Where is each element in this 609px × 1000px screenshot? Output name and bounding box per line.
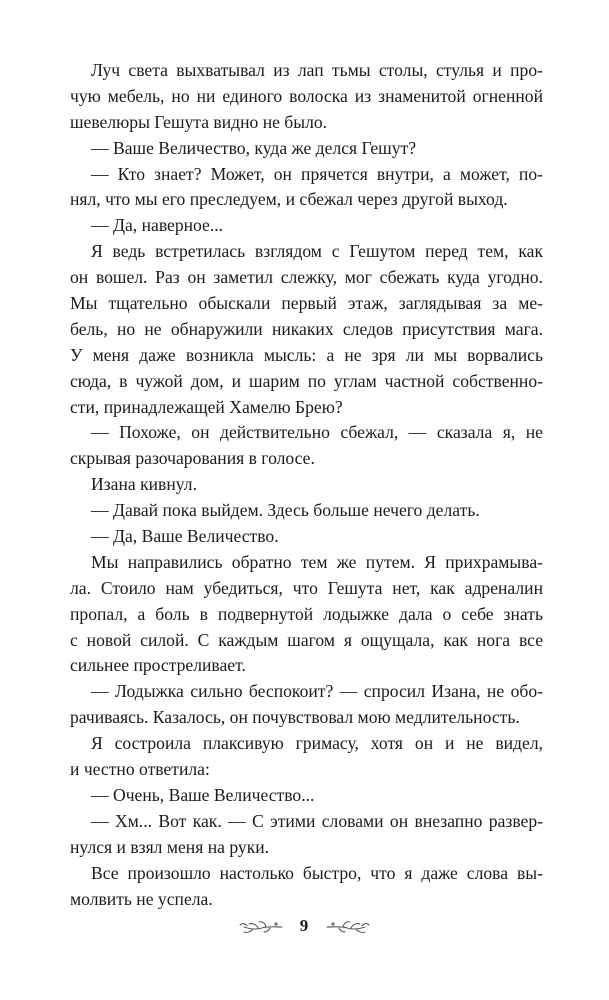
text-line: рачиваясь. Казалось, он почувствовал мою медлительность. (70, 707, 520, 728)
text-line: — Похоже, он действительно сбежал, — сказала я, не (91, 422, 543, 443)
text-line: скрывая разочарования в голосе. (70, 448, 315, 469)
text-line: Изана кивнул. (91, 474, 197, 495)
text-line: Мы направились обратно тем же путем. Я прихрамыва- (91, 551, 543, 572)
text-line: нулся и взял меня на руки. (70, 836, 270, 857)
text-line: — Да, Ваше Величество. (91, 526, 279, 547)
text-line: сильнее простреливает. (70, 655, 246, 676)
text-line: Все произошло настолько быстро, что я даже слова вы- (91, 862, 543, 883)
text-line: — Лодыжка сильно беспокоит? — спросил Изана, не обо- (91, 681, 543, 702)
text-line: он вошел. Раз он заметил слежку, мог сбежать куда угодно. (70, 267, 543, 288)
text-line: сти, принадлежащей Хамелю Брею? (70, 396, 343, 417)
text-line: Луч света выхватывал из лап тьмы столы, стулья и про- (91, 60, 543, 80)
text-line: бель, но не обнаружили никаких следов присутствия мага. (70, 318, 543, 339)
text-line: Я состроила плаксивую гримасу, хотя он и не видел, (91, 733, 543, 754)
text-line: сюда, в чужой дом, и шарим по углам частной собственно- (70, 370, 543, 391)
page-number: 9 (299, 916, 309, 935)
floral-ornament-icon (238, 917, 284, 935)
page-footer (0, 914, 609, 938)
text-line: — Очень, Ваше Величество... (91, 784, 315, 805)
text-line: — Давай пока выйдем. Здесь больше нечего делать. (91, 500, 480, 521)
text-line: Я ведь встретилась взглядом с Гешутом перед тем, как (91, 241, 543, 262)
text-line: нял, что мы его преследуем, и сбежал через другой выход. (70, 189, 508, 210)
text-line: — Ваше Величество, куда же делся Гешут? (91, 137, 417, 158)
text-line: чую мебель, но ни единого волоска из знаменитой огненной (70, 85, 543, 106)
text-line: с новой силой. С каждым шагом я ощущала, как нога все (70, 629, 543, 650)
text-line: Мы тщательно обыскали первый этаж, заглядывая за ме- (70, 293, 543, 314)
text-line: ла. Стоило нам убедиться, что Гешута нет, как адреналин (70, 577, 543, 598)
text-line: молвить не успела. (70, 888, 213, 909)
text-line: — Кто знает? Может, он прячется внутри, а может, по- (91, 163, 543, 184)
text-line: и честно ответила: (70, 759, 210, 780)
floral-ornament-icon (325, 917, 371, 935)
text-line: У меня даже возникла мысль: а не зря ли мы ворвались (70, 344, 543, 365)
text-line: — Да, наверное... (91, 215, 224, 236)
text-line: — Хм... Вот как. — С этими словами он внезапно развер- (91, 810, 543, 831)
body-text (70, 58, 543, 912)
text-line: шевелюры Гешута видно не было. (70, 111, 328, 132)
text-line: пропал, а боль в подвернутой лодыжке дала о себе знать (70, 603, 543, 624)
